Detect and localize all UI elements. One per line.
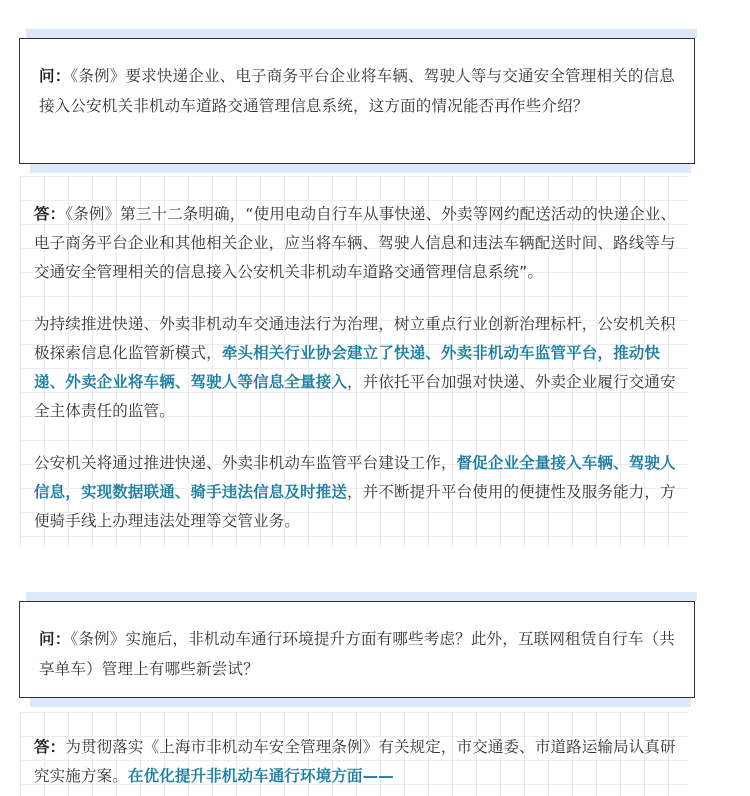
box-accent-top xyxy=(26,29,697,38)
question-text: 《条例》要求快递企业、电子商务平台企业将车辆、驾驶人等与交通安全管理相关的信息接入公安机关非机动车道路交通管理信息系统，这方面的情况能否再作些介绍？ xyxy=(39,67,675,115)
highlight-text: 牵头相关行业协会建立了快递、外卖非机动车监管平台，推动快递、外卖企业将车辆、驾驶人等信息全量接入 xyxy=(34,344,661,391)
question-text: 《条例》实施后，非机动车通行环境提升方面有哪些考虑？此外，互联网租赁自行车（共享单车）管理上有哪些新尝试？ xyxy=(39,630,675,678)
highlight-text: 在优化提升非机动车通行环境方面—— xyxy=(127,767,394,785)
answer-paragraph-1: 答：为贯彻落实《上海市非机动车安全管理条例》有关规定，市交通委、市道路运输局认真研究实施方案。在优化提升非机动车通行环境方面—— xyxy=(34,738,676,785)
box-accent-top xyxy=(26,592,697,601)
question-label: 问： xyxy=(39,67,71,85)
answer-paragraph-3: 公安机关将通过推进快递、外卖非机动车监管平台建设工作，督促企业全量接入车辆、驾驶人信息，实现数据联通、骑手违法信息及时推送，并不断提升平台使用的便捷性及服务能力，方便骑手线上办理违法处理等交管业务。 xyxy=(34,454,676,530)
question-box-1 xyxy=(19,38,695,164)
answer-label: 答： xyxy=(34,205,66,223)
box-accent-bottom xyxy=(30,698,691,707)
answer-paragraph-2: 为持续推进快递、外卖非机动车交通违法行为治理，树立重点行业创新治理标杆，公安机关积极探索信息化监管新模式，牵头相关行业协会建立了快递、外卖非机动车监管平台，推动快递、外卖企业将车辆、驾驶人等信息全量接入，并依托平台加强对快递、外卖企业履行交通安全主体责任的监管。 xyxy=(34,315,676,420)
box-accent-bottom xyxy=(30,164,691,173)
answer-label: 答： xyxy=(34,738,66,756)
question-box-2 xyxy=(19,601,695,698)
question-label: 问： xyxy=(39,630,71,648)
highlight-text: 督促企业全量接入车辆、驾驶人信息，实现数据联通、骑手违法信息及时推送 xyxy=(34,454,676,501)
answer-block-1 xyxy=(34,200,684,536)
answer-block-2 xyxy=(34,733,684,791)
answer-paragraph-1: 答：《条例》第三十二条明确，“使用电动自行车从事快递、外卖等网约配送活动的快递企业、电子商务平台企业和其他相关企业，应当将车辆、驾驶人信息和违法车辆配送时间、路线等与交通安全管理相关的信息接入公安机关非机动车道路交通管理信息系统”。 xyxy=(34,205,677,281)
